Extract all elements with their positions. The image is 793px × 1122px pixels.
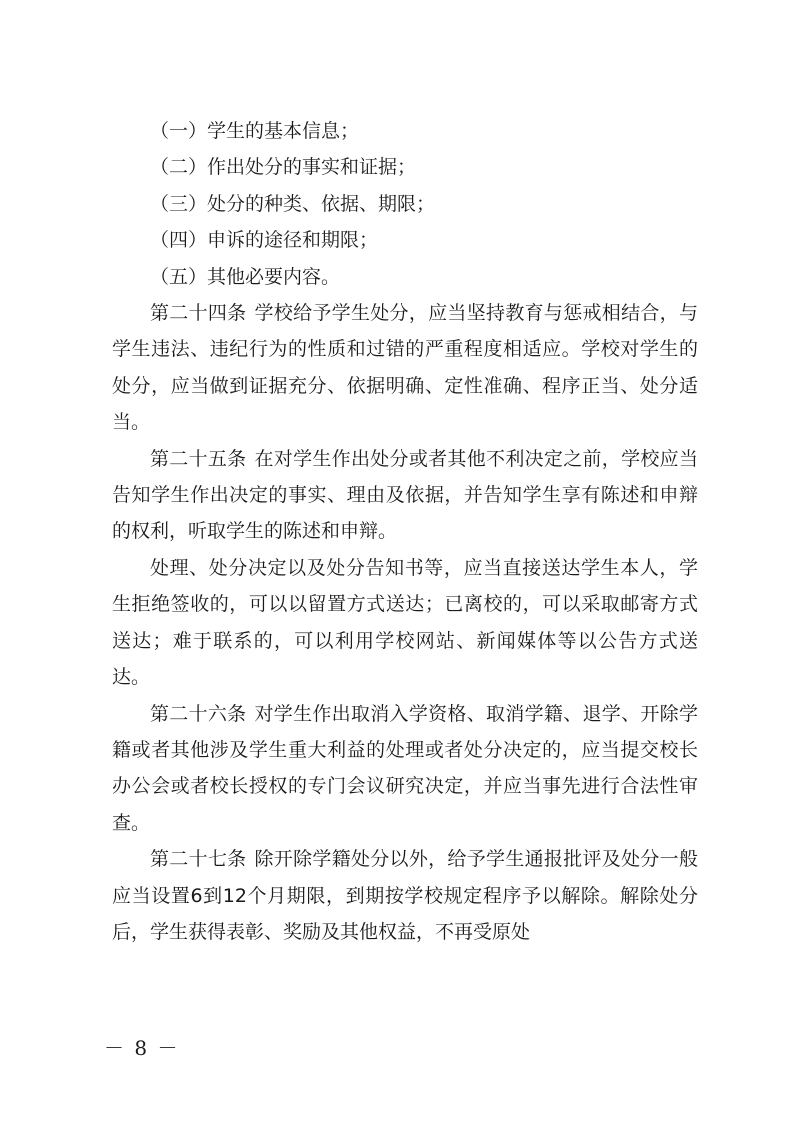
list-item-3: （三）处分的种类、依据、期限； — [150, 192, 436, 215]
article-24-heading: 第二十四条 — [150, 302, 247, 325]
article-26-text: 对学生作出取消入学资格、取消学籍、退学、开除学籍或者其他涉及学生重大利益的处理或者处分决定的，应当提交校长办公会或者校长授权的专门会议研究决定，并应当事先进行合法性审查。 — [112, 702, 698, 834]
list-item-1: （一）学生的基本信息； — [150, 120, 360, 142]
page-number: － 8 － — [104, 1036, 180, 1060]
article-27-heading: 第二十七条 — [150, 848, 247, 871]
list-item-2: （二）作出处分的事实和证据； — [150, 156, 417, 179]
article-24-text: 学校给予学生处分，应当坚持教育与惩戒相结合，与学生违法、违纪行为的性质和过错的严重程度相适应。学校对学生的处分，应当做到证据充分、依据明确、定性准确、程序正当、处分适当。 — [112, 302, 698, 434]
list-item-4: （四）申诉的途径和期限； — [150, 229, 379, 252]
article-25 — [112, 441, 698, 550]
article-24 — [112, 295, 698, 441]
article-25-paragraph-2: 处理、处分决定以及处分告知书等，应当直接送达学生本人，学生拒绝签收的，可以以留置方式送达；已离校的，可以采取邮寄方式送达；难于联系的，可以利用学校网站、新闻媒体等以公告方式送达。 — [112, 556, 698, 689]
article-26-heading: 第二十六条 — [150, 702, 247, 725]
list-item-5: （五）其他必要内容。 — [150, 265, 341, 288]
article-26 — [112, 696, 698, 842]
article-25-heading: 第二十五条 — [150, 447, 247, 470]
document-body — [112, 113, 698, 950]
article-27-text: 除开除学籍处分以外，给予学生通报批评及处分一般应当设置6到12个月期限，到期按学校规定程序予以解除。解除处分后，学生获得表彰、奖励及其他权益，不再受原处 — [112, 848, 698, 943]
article-27 — [112, 841, 698, 950]
article-25-text: 在对学生作出处分或者其他不利决定之前，学校应当告知学生作出决定的事实、理由及依据，并告知学生享有陈述和申辩的权利，听取学生的陈述和申辩。 — [112, 447, 698, 543]
